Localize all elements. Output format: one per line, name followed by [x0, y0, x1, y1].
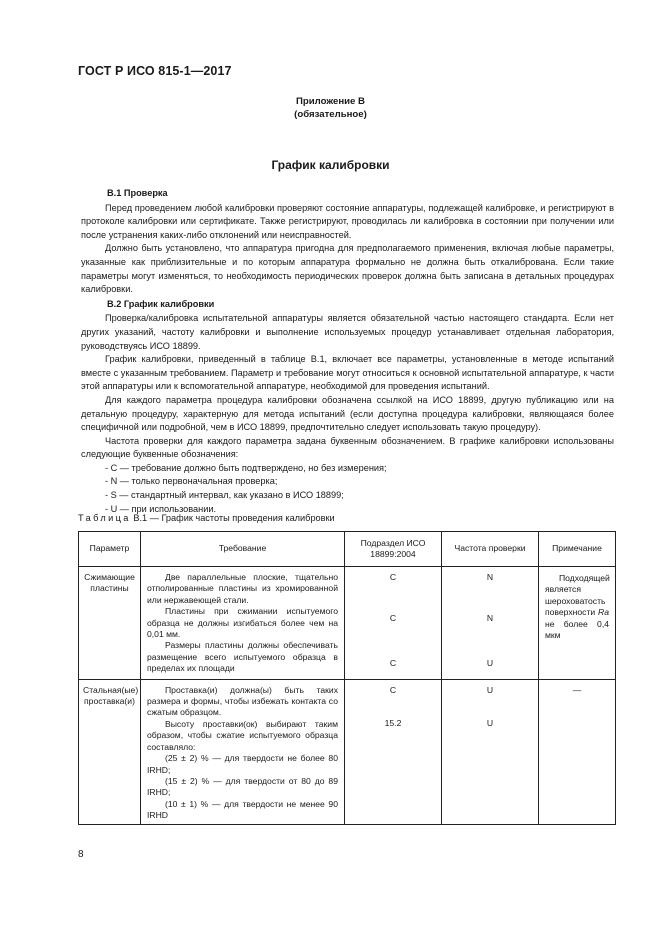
frequency-value: N	[486, 572, 494, 582]
subsection-value: С	[389, 613, 397, 623]
requirement-text: Высоту проставки(ок) выбирают таким образом, чтобы сжатие испытуемого образца составляло:	[147, 718, 338, 752]
paragraph: Проверка/калибровка испытательной аппаратуры является обязательной частью настоящего стандарта. Если нет других указаний, частоту калибровки и выполнение используемых процедур устанавливает отдельная лаборатория, руководствуясь ИСО 18899.	[81, 313, 614, 351]
frequency-value: N	[486, 613, 494, 623]
cell-requirement	[141, 567, 345, 680]
calibration-table	[78, 531, 616, 825]
document-header: ГОСТ Р ИСО 815-1—2017	[78, 64, 232, 78]
subsection-value: 15.2	[384, 717, 402, 728]
header-requirement: Требование	[141, 532, 345, 567]
requirement-text: Пластины при сжимании испытуемого образца не должны изгибаться более чем на 0,01 мм.	[147, 606, 338, 640]
body-text	[81, 186, 614, 516]
cell-note: —	[539, 679, 616, 824]
subsection-value: С	[389, 658, 397, 668]
paragraph: График калибровки, приведенный в таблице В.1, включает все параметры, установленные в методе испытаний вместе с указанным требованием. Параметр и требование могут относиться к основной испытательной аппаратуре, к части этой аппаратуры или к вспомогательной аппаратуре, необходимой для проведения испытаний.	[81, 354, 614, 392]
frequency-value: U	[486, 717, 494, 728]
cell-note	[539, 567, 616, 680]
requirement-text: (15 ± 2) % — для твердости от 80 до 89 IRHD;	[147, 775, 338, 798]
cell-param: Сжимающие пластины	[79, 567, 141, 680]
header-subsection: Подраздел ИСО 18899:2004	[345, 532, 442, 567]
table-caption-prefix: Таблица	[78, 513, 131, 523]
requirement-text: (10 ± 1) % — для твердости не менее 90 IRHD	[147, 798, 338, 821]
requirement-text: Проставка(и) должна(ы) быть таких размера и формы, чтобы избежать контакта со сжатым образцом.	[147, 684, 338, 718]
list-item: - U — при использовании.	[105, 503, 217, 514]
frequency-value: U	[486, 684, 494, 695]
list-item: - S — стандартный интервал, как указано в ИСО 18899;	[105, 490, 344, 501]
table-caption-text: В.1 — График частоты проведения калибровки	[130, 513, 335, 523]
requirement-text: Две параллельные плоские, тщательно отполированные пластины из хромированной или нержавеющей стали.	[147, 572, 338, 605]
list-item: - N — только первоначальная проверка;	[105, 476, 278, 487]
legend-list	[81, 462, 614, 516]
cell-frequency	[442, 567, 539, 680]
section-heading-b1: В.1 Проверка	[107, 188, 168, 198]
header-param: Параметр	[79, 532, 141, 567]
note-text: Подходящей является шероховатость поверхности Ra не более 0,4 мкм	[545, 573, 610, 641]
cell-frequency	[442, 679, 539, 824]
requirement-text: (25 ± 2) % — для твердости не более 80 IRHD;	[147, 753, 338, 775]
cell-param: Стальная(ые) проставка(и)	[79, 679, 141, 824]
requirement-text: Размеры пластины должны обеспечивать размещение всего испытуемого образца в пределах их площади	[147, 640, 338, 674]
page-title: График калибровки	[271, 158, 390, 172]
header-frequency: Частота проверки	[442, 532, 539, 567]
cell-subsection	[345, 567, 442, 680]
table-row	[79, 679, 616, 824]
cell-requirement	[141, 679, 345, 824]
subsection-value: С	[389, 572, 397, 582]
paragraph: Частота проверки для каждого параметра задана буквенным обозначением. В графике калибровки использованы следующие буквенные обозначения:	[81, 435, 614, 460]
annex-label	[0, 95, 661, 121]
paragraph: Перед проведением любой калибровки проверяют состояние аппаратуры, подлежащей калибровке, и регистрируют в протоколе калибровки или сертификате. Также регистрируют, проводилась ли калибровка в состоянии при получении или после устранения каких-либо отклонений или неисправностей.	[81, 202, 614, 240]
header-note: Примечание	[539, 532, 616, 567]
table-row	[79, 567, 616, 680]
subsection-value: С	[389, 684, 397, 695]
table-header-row	[79, 532, 616, 567]
page-number: 8	[78, 849, 84, 860]
cell-subsection	[345, 679, 442, 824]
annex-title: Приложение В	[296, 96, 365, 107]
annex-status: (обязательное)	[294, 109, 367, 120]
frequency-value: U	[486, 658, 494, 668]
paragraph: Для каждого параметра процедура калибровки обозначена ссылкой на ИСО 18899, другую публикацию или на детальную процедуру, характерную для метода испытаний (если доступна процедура калибровки, являющаяся более специфичной или подробной, чем в ИСО 18899, предпочтительно следует использовать такую процедуру).	[81, 394, 614, 433]
paragraph: Должно быть установлено, что аппаратура пригодна для предполагаемого применения, включая любые параметры, указанные как приблизительные и по которым аппаратура формально не должна быть откалибрована. Если такие параметры могут изменяться, то необходимость периодических проверок должна быть записана в детальных процедурах калибровки.	[81, 243, 614, 295]
list-item: - С — требование должно быть подтверждено, но без измерения;	[105, 462, 387, 473]
table-caption	[78, 513, 335, 523]
section-heading-b2: В.2 График калибровки	[107, 298, 215, 309]
